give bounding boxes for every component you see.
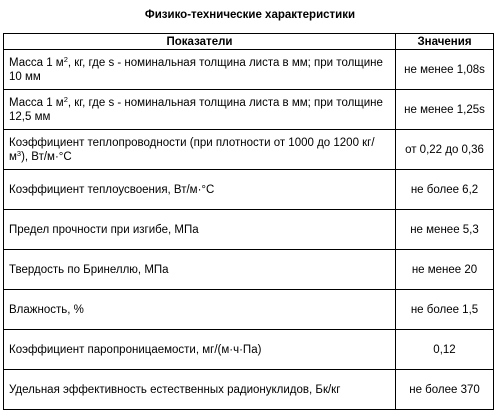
table-row <box>4 50 494 90</box>
row-value: не менее 1,25s <box>396 90 494 130</box>
row-value: не более 1,5 <box>396 290 494 330</box>
row-label: Влажность, % <box>4 290 396 330</box>
row-value: не более 370 <box>396 370 494 410</box>
row-value: не менее 20 <box>396 250 494 290</box>
row-label: Коэффициент теплоусвоения, Вт/м·°С <box>4 170 396 210</box>
row-label: Масса 1 $м^2$, кг, где s - номинальная толщина листа в мм; при толщине 12,5 мм <box>4 90 396 130</box>
row-label: Коэффициент паропроницаемости, мг/(м·ч·Па) <box>4 330 396 370</box>
row-value: не более 6,2 <box>396 170 494 210</box>
row-value: от 0,22 до 0,36 <box>396 130 494 170</box>
table-row <box>4 90 494 130</box>
row-value: не менее 5,3 <box>396 210 494 250</box>
row-label: Твердость по Бринеллю, МПа <box>4 250 396 290</box>
row-label: Коэффициент теплопроводности (при плотности от 1000 до 1200 $кг/м^3$), Вт/м·°С <box>4 130 396 170</box>
table-header-row <box>4 34 494 50</box>
table-title: Физико-технические характеристики <box>144 9 356 21</box>
row-label: Удельная эффективность естественных радионуклидов, Бк/кг <box>4 370 396 410</box>
table-row <box>4 290 494 330</box>
row-value: не менее 1,08s <box>396 50 494 90</box>
column-header-parameter: Показатели <box>4 34 396 50</box>
table-row <box>4 130 494 170</box>
row-label: Предел прочности при изгибе, МПа <box>4 210 396 250</box>
row-value: 0,12 <box>396 330 494 370</box>
table-row <box>4 210 494 250</box>
table-row <box>4 330 494 370</box>
row-label: Масса 1 $м^2$, кг, где s - номинальная толщина листа в мм; при толщине 10 мм <box>4 50 396 90</box>
table-row <box>4 370 494 410</box>
specs-table <box>3 33 494 410</box>
table-row <box>4 250 494 290</box>
column-header-value: Значения <box>396 34 494 50</box>
table-row <box>4 170 494 210</box>
